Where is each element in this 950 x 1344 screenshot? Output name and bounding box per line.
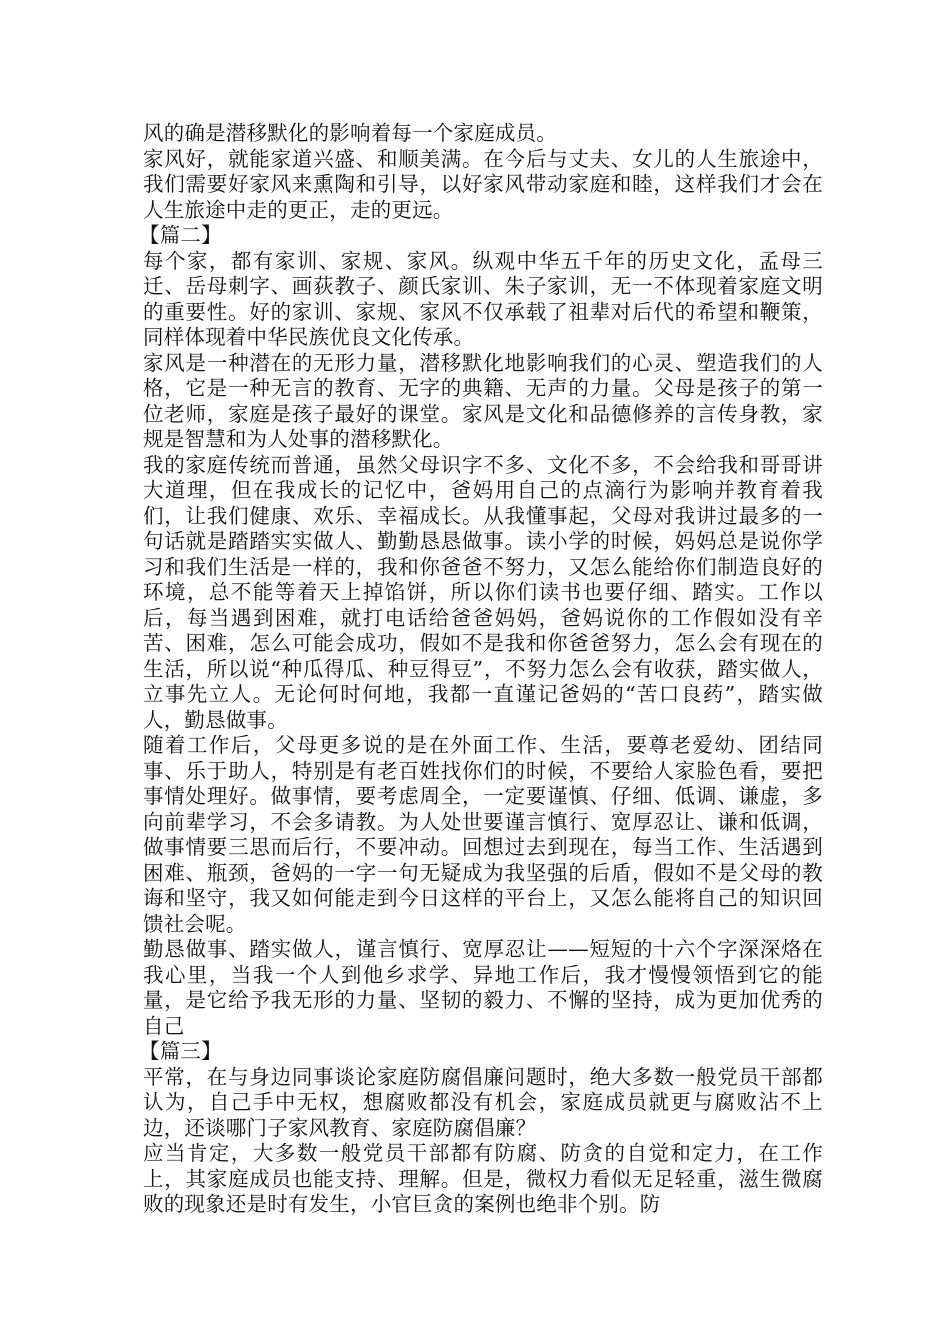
paragraph: 家风是一种潜在的无形力量，潜移默化地影响我们的心灵、塑造我们的人格，它是一种无言的教育、无字的典籍、无声的力量。父母是孩子的第一位老师，家庭是孩子最好的课堂。家风是文化和品德修养的言传身教，家规是智慧和为人处事的潜移默化。: [143, 350, 823, 451]
paragraph: 应当肯定，大多数一般党员干部都有防腐、防贪的自觉和定力，在工作上，其家庭成员也能支持、理解。但是，微权力看似无足轻重，滋生微腐败的现象还是时有发生，小官巨贪的案例也绝非个别。防: [143, 1141, 823, 1216]
paragraph: 每个家，都有家训、家规、家风。纵观中华五千年的历史文化，孟母三迁、岳母刺字、画荻教子、颜氏家训、朱子家训，无一不体现着家庭文明的重要性。好的家训、家规、家风不仅承载了祖辈对后代的希望和鞭策，同样体现着中华民族优良文化传承。: [143, 248, 823, 349]
paragraph: 平常，在与身边同事谈论家庭防腐倡廉问题时，绝大多数一般党员干部都认为，自己手中无权，想腐败都没有机会，家庭成员就更与腐败沾不上边，还谈哪门子家风教育、家庭防腐倡廉？: [143, 1064, 823, 1140]
paragraph: 风的确是潜移默化的影响着每一个家庭成员。: [143, 121, 557, 145]
paragraph: 家风好，就能家道兴盛、和顺美满。在今后与丈夫、女儿的人生旅途中，我们需要好家风来熏陶和引导，以好家风带动家庭和睦，这样我们才会在人生旅途中走的更正，走的更远。: [143, 146, 823, 222]
paragraph: 勤恳做事、踏实做人，谨言慎行、宽厚忍让——短短的十六个字深深烙在我心里，当我一个人到他乡求学、异地工作后，我才慢慢领悟到它的能量，是它给予我无形的力量、坚韧的毅力、不懈的坚持，成为更加优秀的自己: [143, 937, 823, 1038]
document-page: [139, 121, 823, 1218]
paragraph: 随着工作后，父母更多说的是在外面工作、生活，要尊老爱幼、团结同事、乐于助人，特别是有老百姓找你们的时候，不要给人家脸色看，要把事情处理好。做事情，要考虑周全，一定要谨慎、仔细、低调、谦虚，多向前辈学习，不会多请教。为人处世要谨言慎行、宽厚忍让、谦和低调，做事情要三思而后行，不要冲动。回想过去到现在，每当工作、生活遇到困难、瓶颈，爸妈的一字一句无疑成为我坚强的后盾，假如不是父母的教诲和坚守，我又如何能走到今日这样的平台上，又怎么能将自己的知识回馈社会呢。: [143, 733, 823, 936]
section-heading: 【篇三】: [139, 1039, 222, 1063]
section-heading: 【篇二】: [139, 223, 222, 247]
paragraph: 我的家庭传统而普通，虽然父母识字不多、文化不多，不会给我和哥哥讲大道理，但在我成长的记忆中，爸妈用自己的点滴行为影响并教育着我们，让我们健康、欢乐、幸福成长。从我懂事起，父母对我讲过最多的一句话就是踏踏实实做人、勤勤恳恳做事。读小学的时候，妈妈总是说你学习和我们生活是一样的，我和你爸爸不努力，又怎么能给你们制造良好的环境，总不能等着天上掉馅饼，所以你们读书也要仔细、踏实。工作以后，每当遇到困难，就打电话给爸爸妈妈，爸妈说你的工作假如没有辛苦、困难，怎么可能会成功，假如不是我和你爸爸努力，怎么会有现在的生活，所以说“种瓜得瓜、种豆得豆”，不努力怎么会有收获，踏实做人，立事先立人。无论何时何地，我都一直谨记爸妈的“苦口良药”，踏实做人，勤恳做事。: [143, 452, 823, 732]
